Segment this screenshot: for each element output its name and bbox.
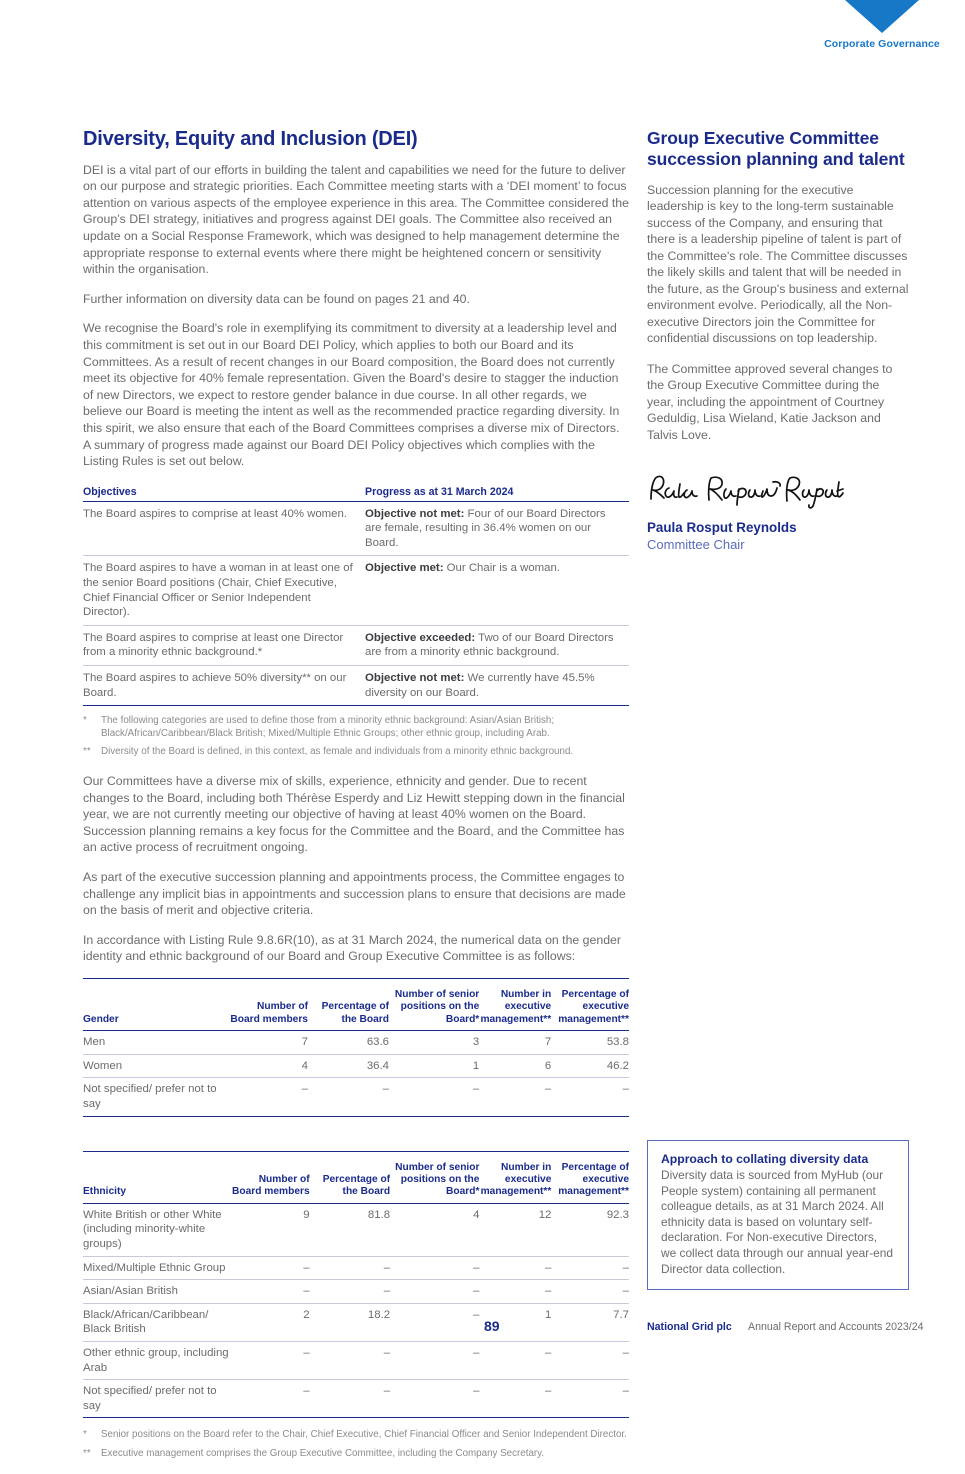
- cell-value: –: [310, 1280, 390, 1304]
- footnote: [83, 746, 629, 759]
- section-title: Group Executive Committee succession planning and talent: [647, 128, 905, 170]
- section-tab-label: Corporate Governance: [824, 38, 940, 50]
- triangle-icon: [845, 0, 919, 33]
- cell-value: –: [310, 1256, 390, 1280]
- spacer-cell: [390, 1151, 479, 1162]
- footnote-mark: **: [83, 1447, 91, 1459]
- cell-value: –: [308, 1078, 389, 1116]
- table-row: [83, 501, 629, 556]
- footnote-mark: **: [83, 746, 91, 758]
- row-label: White British or other White (including minority-white groups): [83, 1203, 232, 1256]
- cell-value: –: [479, 1280, 551, 1304]
- footnote-text: Senior positions on the Board refer to the Chair, Chief Executive, Chief Financial Officer and Senior Independent Director.: [101, 1429, 627, 1441]
- spacer-cell: [83, 978, 229, 989]
- table-row: [83, 1078, 629, 1116]
- col-board-members: Number of Board members: [232, 1162, 310, 1204]
- objectives-footnotes: [83, 715, 629, 759]
- spacer-cell: [229, 978, 308, 989]
- row-label: Not specified/ prefer not to say: [83, 1078, 229, 1116]
- cell-value: 36.4: [308, 1054, 389, 1078]
- progress-status: Objective exceeded:: [365, 631, 476, 644]
- table-row: [83, 556, 629, 625]
- cell-value: 7: [229, 1031, 308, 1055]
- footnote-mark: *: [83, 715, 87, 727]
- progress-detail: We currently have 45.5% diversity on our Board.: [365, 672, 595, 699]
- objective-text: The Board aspires to have a woman in at least one of the senior Board positions (Chair, Chief Executive, Chief Financial Officer or Senior Independent Director).: [83, 556, 365, 625]
- callout-title: Approach to collating diversity data: [661, 1152, 869, 1166]
- col-objectives: Objectives: [83, 483, 365, 502]
- col-senior-positions: Number of senior positions on the Board*: [389, 989, 479, 1031]
- table-header-row: [83, 1162, 629, 1204]
- col-board-members: Number of Board members: [229, 989, 308, 1031]
- cell-value: –: [232, 1380, 310, 1418]
- cell-value: 81.8: [310, 1203, 390, 1256]
- signature-block: [647, 469, 909, 552]
- cell-value: –: [390, 1303, 479, 1341]
- cell-value: –: [389, 1078, 479, 1116]
- cell-value: –: [390, 1380, 479, 1418]
- spacer-cell: [479, 978, 551, 989]
- table-row: [83, 625, 629, 665]
- progress-text: [365, 666, 629, 706]
- cell-value: –: [232, 1341, 310, 1379]
- signatory-role: Committee Chair: [647, 537, 745, 553]
- spacer-cell: [551, 978, 629, 989]
- ethnicity-table: [83, 1151, 629, 1419]
- cell-value: 63.6: [308, 1031, 389, 1055]
- row-label: Black/African/Caribbean/ Black British: [83, 1303, 232, 1341]
- objective-text: The Board aspires to comprise at least 40% women.: [83, 501, 365, 556]
- spacer-cell: [308, 978, 389, 989]
- progress-status: Objective not met:: [365, 507, 465, 520]
- cell-value: –: [551, 1341, 629, 1379]
- cell-value: 3: [389, 1031, 479, 1055]
- footnote: [83, 715, 629, 740]
- cell-value: –: [310, 1341, 390, 1379]
- footnote: [83, 1448, 629, 1461]
- cell-value: 9: [232, 1203, 310, 1256]
- table-row: [83, 1256, 629, 1280]
- callout-text: Diversity data is sourced from MyHub (our People system) containing all permanent colleague details, as at 31 March 2024. All ethnicity data is based on voluntary self-declaration. For Non-executive Directors, we collect data through our annual year-end Director data collection.: [661, 1168, 894, 1276]
- section-tab: [802, 0, 962, 50]
- cell-value: –: [232, 1280, 310, 1304]
- cell-value: 12: [479, 1203, 551, 1256]
- objective-text: The Board aspires to achieve 50% diversity** on our Board.: [83, 666, 365, 706]
- spacer-cell: [551, 1151, 629, 1162]
- cell-value: –: [479, 1256, 551, 1280]
- cell-value: 6: [479, 1054, 551, 1078]
- cell-value: –: [390, 1256, 479, 1280]
- cell-value: 1: [389, 1054, 479, 1078]
- col-exec-management: Number in executive management**: [479, 989, 551, 1031]
- row-label: Asian/Asian British: [83, 1280, 232, 1304]
- paragraph-committees-mix: Our Committees have a diverse mix of skills, experience, ethnicity and gender. Due to recent changes to the Board, including both Thérèse Esperdy and Liz Hewitt stepping down in the financial year, we are not currently meeting our objective of having at least 40% women on the Board. Succession planning remains a key focus for the Committee and the Board, and the Committee has an active process of recruitment ongoing.: [83, 774, 625, 855]
- table-header-row: [83, 989, 629, 1031]
- callout-box: [647, 1140, 909, 1290]
- footnote-text: Diversity of the Board is defined, in this context, as female and individuals from a minority ethnic background.: [101, 746, 574, 758]
- cell-value: 4: [229, 1054, 308, 1078]
- cell-value: –: [551, 1256, 629, 1280]
- footnote-mark: *: [83, 1429, 87, 1441]
- table-row: [83, 1341, 629, 1379]
- table-header-row: [83, 483, 629, 502]
- cell-value: –: [310, 1380, 390, 1418]
- cell-value: 7: [479, 1031, 551, 1055]
- cell-value: 2: [232, 1303, 310, 1341]
- row-label: Other ethnic group, including Arab: [83, 1341, 232, 1379]
- table-top-rule-row: [83, 978, 629, 989]
- footnote: [83, 1429, 629, 1442]
- progress-text: [365, 556, 629, 625]
- footnote-text: The following categories are used to define those from a minority ethnic background: Asian/Asian British; Black/African/Caribbean/Black British; Mixed/Multiple Ethnic Groups; other ethnic group, including Arab.: [101, 715, 555, 739]
- spacer-cell: [479, 1151, 551, 1162]
- page-number: 89: [484, 1318, 500, 1334]
- spacer-cell: [83, 1151, 232, 1162]
- col-gender: Gender: [83, 989, 229, 1031]
- paragraph-further-info: Further information on diversity data can be found on pages 21 and 40.: [83, 291, 470, 306]
- col-senior-positions: Number of senior positions on the Board*: [390, 1162, 479, 1204]
- ethnicity-footnotes: [83, 1429, 629, 1460]
- row-label: Women: [83, 1054, 229, 1078]
- left-column: [83, 128, 629, 1474]
- col-percentage-exec: Percentage of executive management**: [551, 989, 629, 1031]
- cell-value: 92.3: [551, 1203, 629, 1256]
- progress-detail: Two of our Board Directors are from a minority ethnic background.: [365, 631, 614, 659]
- col-percentage-exec: Percentage of executive management**: [551, 1162, 629, 1204]
- table-row: [83, 1031, 629, 1055]
- cell-value: –: [390, 1341, 479, 1379]
- progress-detail: Four of our Board Directors are female, resulting in 36.4% women on our Board.: [365, 507, 606, 549]
- cell-value: –: [390, 1280, 479, 1304]
- cell-value: –: [479, 1341, 551, 1379]
- table-row: [83, 1280, 629, 1304]
- cell-value: –: [551, 1078, 629, 1116]
- table-top-rule-row: [83, 1151, 629, 1162]
- col-progress: Progress as at 31 March 2024: [365, 483, 629, 502]
- progress-status: Objective met:: [365, 562, 444, 575]
- paragraph-listing-rule: In accordance with Listing Rule 9.8.6R(10), as at 31 March 2024, the numerical data on the gender identity and ethnic background of our Board and Group Executive Committee is as follows:: [83, 932, 621, 964]
- cell-value: –: [232, 1256, 310, 1280]
- signatory-name: Paula Rosput Reynolds: [647, 520, 797, 536]
- progress-text: [365, 625, 629, 665]
- progress-status: Objective not met:: [365, 672, 465, 685]
- spacer-cell: [310, 1151, 390, 1162]
- paragraph-succession-bias: As part of the executive succession planning and appointments process, the Committee engages to challenge any implicit bias in appointments and succession plans to ensure that decisions are made on the basis of merit and objective criteria.: [83, 869, 626, 918]
- paragraph-intro: DEI is a vital part of our efforts in building the talent and capabilities we need for the future to deliver on our purpose and strategic priorities. Each Committee meeting starts with a ‘DEI moment’ to focus attention on various aspects of the employee experience in this area. The Committee considered the Group’s DEI strategy, initiatives and progress against DEI goals. The Committee also received an update on a Social Response Framework, which was designed to help management determine the appropriate response to external events where there might be heightened concern or sensitivity within the organisation.: [83, 162, 629, 277]
- row-label: Mixed/Multiple Ethnic Group: [83, 1256, 232, 1280]
- spacer-cell: [389, 978, 479, 989]
- cell-value: –: [479, 1380, 551, 1418]
- cell-value: –: [229, 1078, 308, 1116]
- table-row: [83, 1380, 629, 1418]
- cell-value: 53.8: [551, 1031, 629, 1055]
- cell-value: 4: [390, 1203, 479, 1256]
- objective-text: The Board aspires to comprise at least one Director from a minority ethnic background.*: [83, 625, 365, 665]
- page-title: Diversity, Equity and Inclusion (DEI): [83, 128, 418, 150]
- objectives-table: [83, 483, 629, 707]
- row-label: Men: [83, 1031, 229, 1055]
- table-row: [83, 666, 629, 706]
- footnote-text: Executive management comprises the Group Executive Committee, including the Company Secretary.: [101, 1447, 545, 1459]
- footer-brand: National Grid plc: [647, 1321, 732, 1333]
- cell-value: 46.2: [551, 1054, 629, 1078]
- handwritten-signature-image: [647, 469, 847, 511]
- spacer-cell: [232, 1151, 310, 1162]
- table-row: [83, 1054, 629, 1078]
- col-percentage-board: Percentage of the Board: [308, 989, 389, 1031]
- cell-value: –: [551, 1280, 629, 1304]
- cell-value: 1: [479, 1303, 551, 1341]
- footer-report-title: Annual Report and Accounts 2023/24: [748, 1321, 924, 1333]
- cell-value: 18.2: [310, 1303, 390, 1341]
- col-ethnicity: Ethnicity: [83, 1162, 232, 1204]
- col-exec-management: Number in executive management**: [479, 1162, 551, 1204]
- cell-value: 7.7: [551, 1303, 629, 1341]
- row-label: Not specified/ prefer not to say: [83, 1380, 232, 1418]
- table-row: [83, 1303, 629, 1341]
- paragraph-committee-changes: The Committee approved several changes to the Group Executive Committee during the year, including the appointment of Courtney Geduldig, Lisa Wieland, Katie Jackson and Talvis Love.: [647, 361, 893, 442]
- right-column: [647, 128, 909, 552]
- progress-detail: Our Chair is a woman.: [443, 562, 560, 575]
- cell-value: –: [551, 1380, 629, 1418]
- paragraph-succession-planning: Succession planning for the executive leadership is key to the long-term sustainable success of the Company, and ensuring that there is a leadership pipeline of talent is part of the Committee's role. The Committee discusses the likely skills and talent that will be needed in the future, as the Group's business and external environment evolve. Periodically, all the Non-executive Directors join the Committee for confidential discussions on top leadership.: [647, 182, 909, 346]
- gender-table: [83, 978, 629, 1117]
- col-percentage-board: Percentage of the Board: [310, 1162, 390, 1204]
- table-row: [83, 1203, 629, 1256]
- progress-text: [365, 501, 629, 556]
- cell-value: –: [479, 1078, 551, 1116]
- paragraph-board-role: We recognise the Board's role in exemplifying its commitment to diversity at a leadership level and this commitment is set out in our Board DEI Policy, which applies to both our Board and its Committees. As a result of recent changes in our Board composition, the Board does not currently meet its objective for 40% female representation. Given the Board's desire to stagger the induction of new Directors, we expect to restore gender balance in due course. In all other regards, we believe our Board is meeting the intent as well as the recommended practice regarding diversity. In this spirit, we also ensure that each of the Board Committees comprises a diverse mix of Directors. A summary of progress made against our Board DEI Policy objectives which complies with the Listing Rules is set out below.: [83, 321, 620, 469]
